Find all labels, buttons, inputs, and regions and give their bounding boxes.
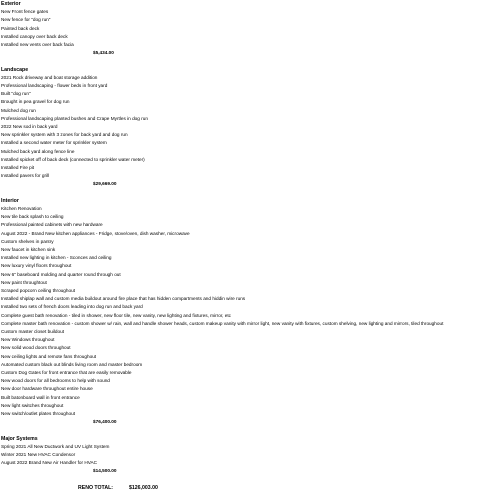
section-title [0,66,499,74]
line-item [0,320,499,328]
section-title [0,0,499,8]
line-item [0,279,499,287]
line-item [0,107,499,115]
line-item [0,361,499,369]
line-item-label: Installed shiplap wall and custom media buildout around fire place that has hidden compartments and hiddin wire runs [1,296,246,302]
line-item [0,131,499,139]
section-subtotal-amount: $29,669.00 [93,181,117,187]
line-item-label: Professional painted cabinets with new hardware [1,222,103,228]
line-item-label: Brought in pea gravel for dog run [1,99,70,105]
line-item [0,344,499,352]
line-item-label: Custom master closet buildout [1,329,65,334]
line-item [0,246,499,254]
line-item-label: New luxury vinyl floors throughout [1,263,72,269]
blank-row [0,57,499,65]
line-item-label: Installed a second water meter for sprinkler system [1,140,107,146]
line-item [0,115,499,123]
line-item [0,221,499,229]
section-title-label: Major Systems [1,435,38,442]
line-item-label: Custom Dog Gates for front entrance that are easily removable [1,370,132,375]
line-item [0,271,499,279]
line-item-label: Complete guest bath renovation - tiled in shower, new floor tile, new vanity, new lighting and fixtures, mirror, etc [1,312,231,318]
line-item [0,90,499,98]
line-item [0,369,499,377]
line-item-label: New faucet in kitchen sink [1,247,56,252]
line-item [0,82,499,90]
line-item-label: Installed new vents over back facia [1,42,74,47]
reno-total [0,484,499,492]
section-subtotal [0,467,499,475]
line-item-label: Professional landscaping - flower beds in front yard [1,83,108,88]
line-item [0,328,499,336]
line-item [0,8,499,16]
line-item [0,172,499,180]
line-item [0,230,499,238]
line-item [0,303,499,311]
blank-row [0,189,499,197]
line-item [0,402,499,410]
line-item-label: New paint throughtout [1,279,47,285]
line-item [0,33,499,41]
line-item-label: Installed pavers for grill [1,173,50,179]
line-item-label: 2022 New sod in back yard [1,124,58,129]
line-item-label: Installed spicket off of back deck (connected to sprinkler water meter) [1,156,145,162]
line-item [0,287,499,295]
line-item-label: Custom shelves in pantry [1,238,54,244]
line-item [0,385,499,393]
section-title-label: Interior [1,197,19,204]
line-item [0,295,499,303]
line-item [0,123,499,131]
line-item-label: Spring 2021 All New Ductwork and UV Light System [1,443,110,449]
line-item-label: Painted back deck [1,25,40,31]
line-item-label: New wood doors for all bedrooms to help with sound [1,378,110,384]
line-item-label: Scraped popcorn ceiling throughout [1,288,76,293]
section-subtotal-amount: $76,400.00 [93,419,117,425]
line-item [0,213,499,221]
section-title-label: Exterior [1,1,21,7]
line-item [0,451,499,459]
line-item-label: Mulched dog run [1,107,36,113]
line-item [0,254,499,262]
section-subtotal-amount: $14,500.00 [93,468,117,474]
line-item-label: New tile back splash to ceiling [1,214,64,220]
line-item [0,377,499,385]
line-item [0,148,499,156]
line-item-label: Built "dog run" [1,91,31,97]
line-item [0,74,499,82]
line-item-label: Automated custom black out blinds living room and master bedroom [1,361,143,367]
line-item [0,41,499,49]
line-item-label: Winter 2021 New HVAC Condensor [1,452,76,457]
line-item [0,443,499,451]
line-item-label: August 2022 Brand New Air Handler for HVAC [1,460,98,466]
blank-row [0,426,499,434]
line-item-label: Installed Fire pit [1,165,35,170]
line-item-label: 2021 Rock driveway and boat storage addition [1,74,98,80]
line-item-label: New fence for "dog run" [1,17,51,23]
line-item-label: Complete master bath renovation - custom shower w/ rain, wall and handle shower heads, custom makeup vanity with mirror light, new vanity with fixtures, custom shelving, new lighting and mirrors, tiled throughout [1,320,444,326]
blank-row [0,476,499,484]
section-subtotal-amount: $5,434.00 [93,50,114,56]
line-item-label: New solid wood doors throughout [1,345,71,351]
line-item [0,98,499,106]
line-item [0,25,499,33]
reno-total-label: RENO TOTAL: [78,484,113,491]
section-subtotal [0,49,499,57]
line-item-label: Professional landscaping planted bushes and Crape Myrtles in dog run [1,115,148,121]
section-subtotal [0,418,499,426]
line-item-label: August 2022 - Brand New kitchen appliances - Fridge, stove/oven, dish washer, microwave [1,230,190,236]
line-item [0,156,499,164]
line-item [0,353,499,361]
line-item-label: New 6" baseboard molding and quarter round through out [1,271,121,277]
line-item-label: Kitchen Renovation [1,206,42,211]
line-item-label: New door hardware throughout entire house [1,386,93,392]
line-item-label: New sprinkler system with 3 zones for back yard and dog run [1,132,128,138]
line-item-label: Installed new lighting in kitchen - Sconces and ceiling [1,255,112,261]
line-item-label: New Windows throughout [1,337,55,343]
line-item [0,262,499,270]
line-item-label: Mulched back yard along fence line [1,148,75,154]
line-item [0,336,499,344]
section-title [0,435,499,443]
line-item-label: New Front fence gates [1,9,49,15]
line-item [0,164,499,172]
reno-total-amount: $126,003.00 [129,484,158,491]
line-item [0,205,499,213]
section-subtotal [0,180,499,188]
line-item-label: New switch/outlet plates throughout [1,411,75,416]
section-title-label: Landscape [1,66,29,73]
line-item-label: Installed two sets of french doors leading into dog run and back yard [1,304,143,310]
line-item [0,16,499,24]
line-item-label: Built batonboard wall in front entrance [1,394,80,400]
line-item-label: New ceiling lights and remote fans throughout [1,353,97,359]
line-item [0,312,499,320]
line-item-label: Installed canopy over back deck [1,33,68,39]
line-item [0,394,499,402]
line-item [0,238,499,246]
line-item [0,139,499,147]
section-title [0,197,499,205]
line-item-label: New light switches throughout [1,402,64,408]
line-item [0,459,499,467]
line-item [0,410,499,418]
